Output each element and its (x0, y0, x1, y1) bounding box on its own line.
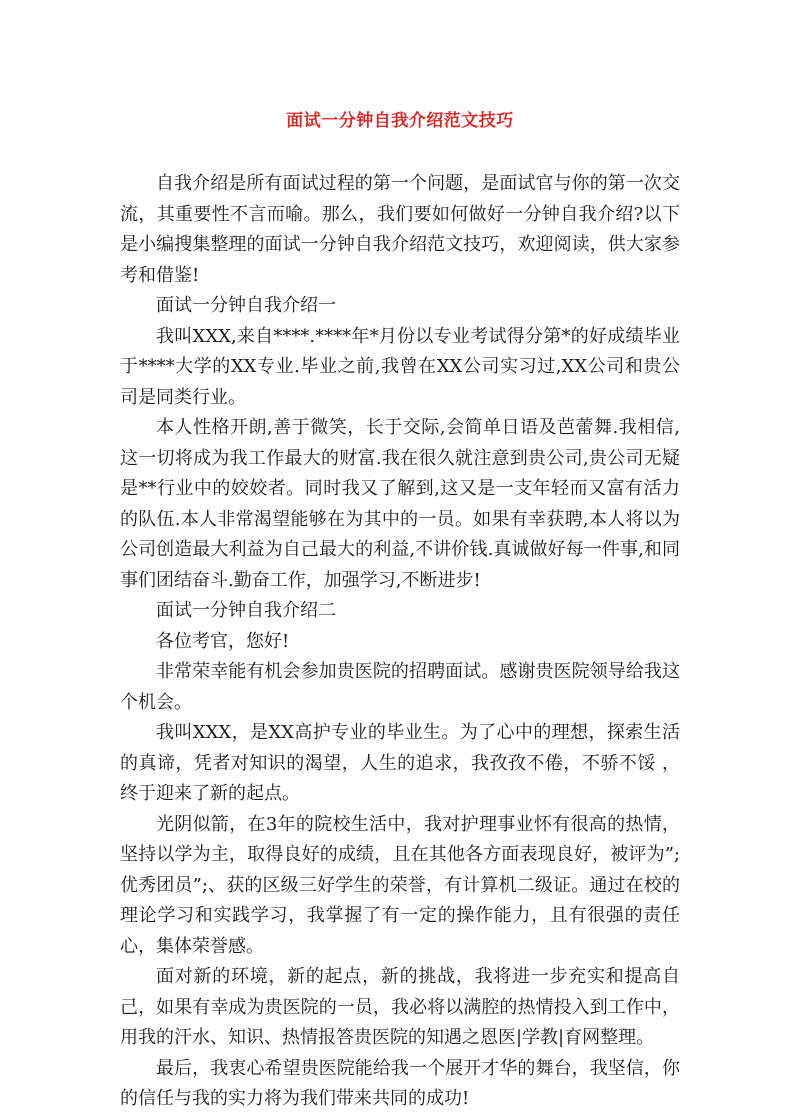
document-title: 面试一分钟自我介绍范文技巧 (286, 111, 514, 131)
paragraph: 我叫XXX,来自****.****年*月份以专业考试得分第*的好成绩毕业于****大学的XX专业.毕业之前,我曾在XX公司实习过,XX公司和贵公司是同类行业。 (120, 325, 680, 408)
closing-paragraph: 最后，我衷心希望贵医院能给我一个展开才华的舞台，我坚信，你的信任与我的实力将为我们带来共同的成功! (120, 1057, 680, 1109)
greeting-line: 各位考官，您好! (156, 630, 290, 652)
intro-paragraph: 自我介绍是所有面试过程的第一个问题，是面试官与你的第一次交流，其重要性不言而喻。那么，我们要如何做好一分钟自我介绍?以下是小编搜集整理的面试一分钟自我介绍范文技巧，欢迎阅读，供大家参考和借鉴! (120, 173, 680, 286)
paragraph: 面对新的环境，新的起点，新的挑战，我将进一步充实和提高自己，如果有幸成为贵医院的一员，我必将以满腔的热情投入到工作中，用我的汗水、知识、热情报答贵医院的知遇之恩医|学教|育网整理。 (120, 966, 680, 1048)
paragraph: 非常荣幸能有机会参加贵医院的招聘面试。感谢贵医院领导给我这个机会。 (120, 661, 680, 713)
section-heading-1: 面试一分钟自我介绍一 (156, 295, 336, 316)
paragraph: 光阴似箭，在3年的院校生活中，我对护理事业怀有很高的热情，坚持以学为主，取得良好的成绩，且在其他各方面表现良好，被评为”;优秀团员”;、获的区级三好学生的荣誉，有计算机二级证。通过在校的理论学习和实践学习，我掌握了有一定的操作能力，且有很强的责任心，集体荣誉感。 (120, 813, 680, 957)
document-body (120, 169, 680, 1115)
section-heading-2: 面试一分钟自我介绍二 (156, 600, 336, 621)
paragraph: 我叫XXX，是XX高护专业的毕业生。为了心中的理想，探索生活的真谛，凭者对知识的渴望，人生的追求，我孜孜不倦，不骄不馁 ，终于迎来了新的起点。 (120, 722, 680, 804)
paragraph: 本人性格开朗,善于微笑，长于交际,会简单日语及芭蕾舞.我相信,这一切将成为我工作最大的财富.我在很久就注意到贵公司,贵公司无疑是**行业中的姣姣者。同时我又了解到,这又是一支年轻而又富有活力的队伍.本人非常渴望能够在为其中的一员。如果有幸获聘,本人将以为公司创造最大利益为自己最大的利益,不讲价钱.真诚做好每一件事,和同事们团结奋斗.勤奋工作，加强学习,不断进步! (120, 417, 680, 591)
